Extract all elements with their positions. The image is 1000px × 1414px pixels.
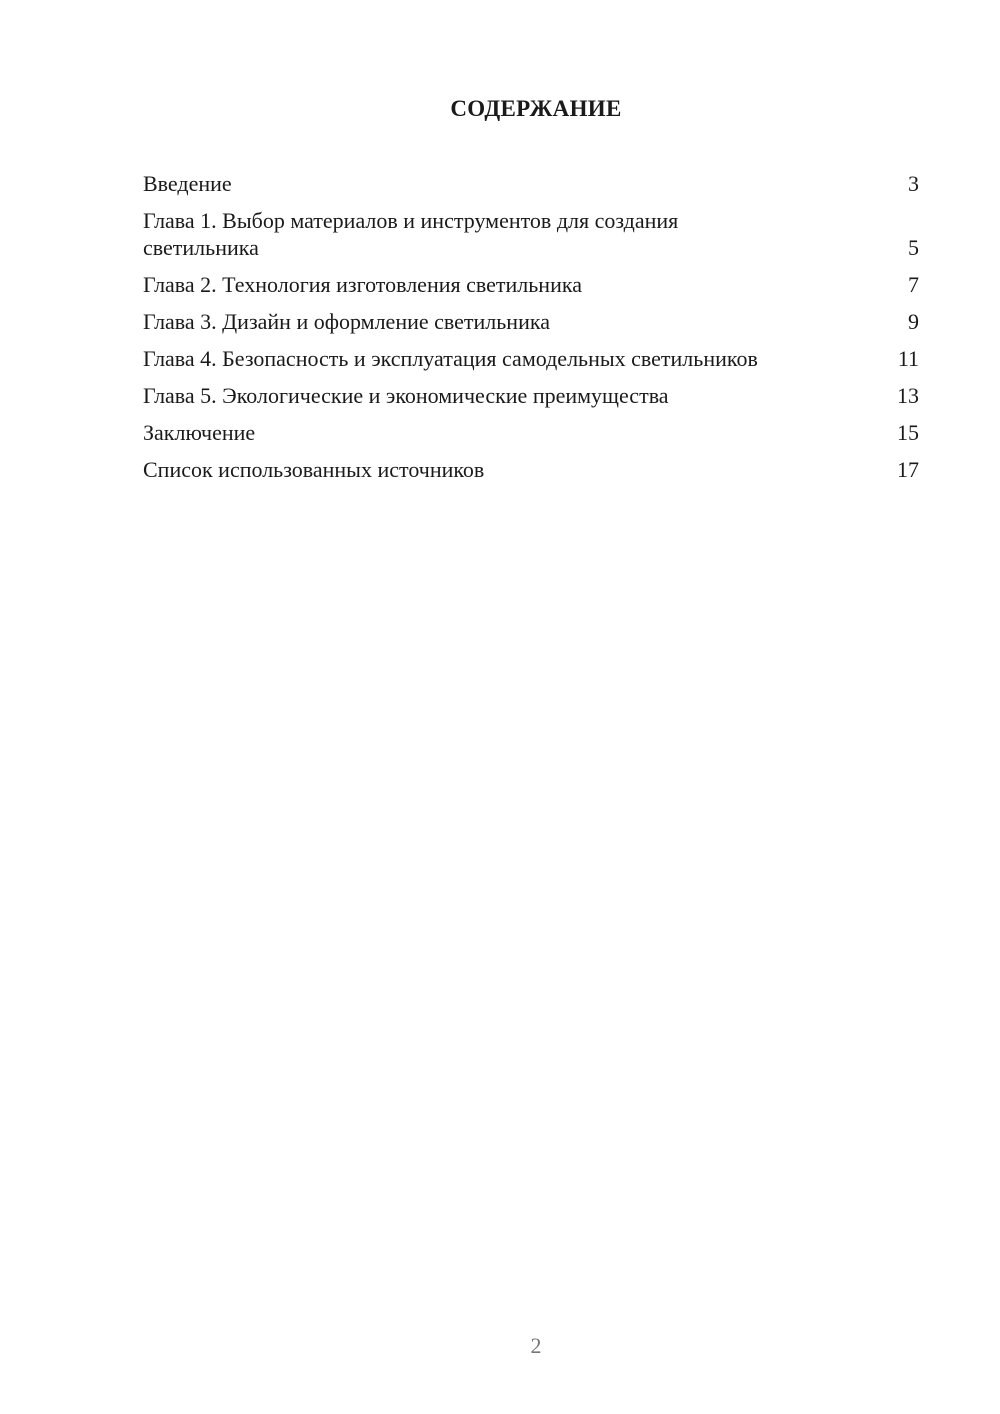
page-title: СОДЕРЖАНИЕ — [450, 96, 622, 121]
toc-entry-conclusion[interactable] — [143, 419, 919, 446]
toc-entry-page: 7 — [908, 272, 919, 297]
toc-entry-page: 3 — [908, 171, 919, 196]
toc-entry-chapter-4[interactable] — [143, 345, 919, 372]
toc-entry-text: Список использованных источников — [143, 457, 485, 482]
toc-entry-chapter-5[interactable] — [143, 382, 919, 409]
toc-entry-text: Глава 4. Безопасность и эксплуатация самодельных светильников — [143, 346, 758, 371]
toc-entry-introduction[interactable] — [143, 170, 919, 197]
page-number: 2 — [530, 1333, 542, 1358]
toc-entry-chapter-3[interactable] — [143, 308, 919, 335]
toc-entry-page: 15 — [897, 420, 919, 445]
toc-entry-page: 9 — [908, 309, 919, 334]
toc-entry-text: Глава 5. Экологические и экономические преимущества — [143, 383, 669, 408]
toc-entry-text: Введение — [143, 171, 232, 196]
toc-entry-page: 11 — [897, 346, 919, 371]
toc-entry-text: Заключение — [143, 420, 256, 445]
table-of-contents — [143, 170, 919, 493]
toc-entry-references[interactable] — [143, 456, 919, 483]
toc-entry-chapter-2[interactable] — [143, 271, 919, 298]
toc-entry-text: Глава 2. Технология изготовления светильника — [143, 272, 582, 297]
toc-entry-page: 13 — [897, 383, 919, 408]
toc-entry-text: Глава 3. Дизайн и оформление светильника — [143, 309, 550, 334]
toc-entry-chapter-1[interactable] — [143, 207, 919, 261]
toc-entry-page: 17 — [897, 457, 919, 482]
toc-entry-text: Глава 1. Выбор материалов и инструментов для создания светильника — [143, 208, 679, 260]
toc-entry-page: 5 — [908, 235, 919, 260]
